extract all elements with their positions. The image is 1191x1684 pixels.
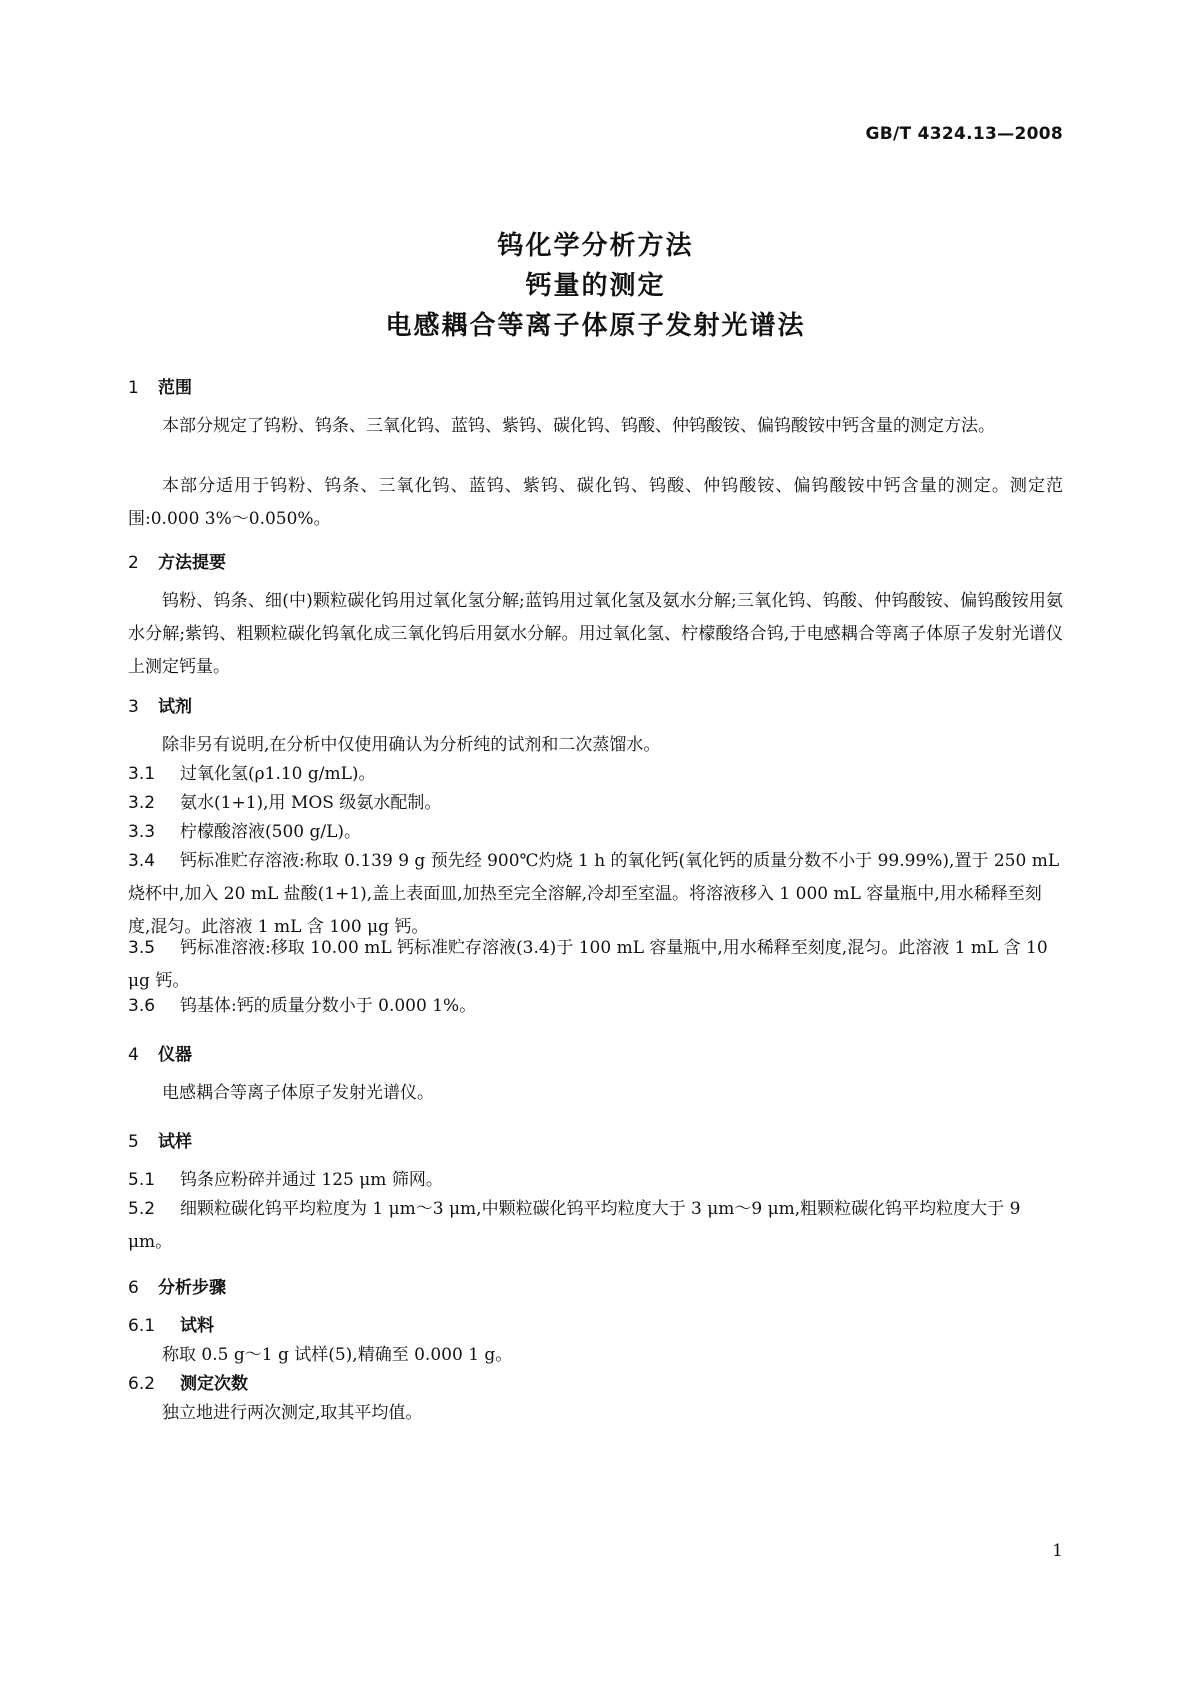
paragraph-apparatus: 电感耦合等离子体原子发射光谱仪。 [162, 1083, 434, 1103]
reagent-item-3-4: 3.4 钙标准贮存溶液:称取 0.139 9 g 预先经 900℃灼烧 1 h 的氧化钙(氧化钙的质量分数不小于 99.99%),置于 250 mL 烧杯中,加入 20 mL 盐酸(1+1),盖上表面皿,加热至完全溶解,冷却至室温。将溶液移入 1 000 mL 容量瓶中,用水稀释至刻度,混匀。此溶液 1 mL 含 100 μg 钙。 [128, 851, 1060, 937]
reagent-item-3-3: 3.3 柠檬酸溶液(500 g/L)。 [128, 822, 362, 842]
standard-code: GB/T 4324.13—2008 [865, 124, 1063, 144]
paragraph-reagents-intro: 除非另有说明,在分析中仅使用确认为分析纯的试剂和二次蒸馏水。 [162, 735, 661, 755]
subsection-6-2: 6.2 测定次数 [128, 1374, 248, 1394]
title-line-1: 钨化学分析方法 [497, 231, 694, 261]
paragraph-scope-2: 本部分适用于钨粉、钨条、三氧化钨、蓝钨、紫钨、碳化钨、钨酸、仲钨酸铵、偏钨酸铵中钙含量的测定。测定范围:0.000 3%～0.050%。 [128, 476, 1063, 529]
section-heading-4: 4 仪器 [128, 1045, 192, 1065]
section-heading-2: 2 方法提要 [128, 553, 226, 573]
subsection-6-1: 6.1 试料 [128, 1316, 214, 1336]
reagent-item-3-6: 3.6 钨基体:钙的质量分数小于 0.000 1%。 [128, 996, 477, 1016]
paragraph-method-summary: 钨粉、钨条、细(中)颗粒碳化钨用过氧化氢分解;蓝钨用过氧化氢及氨水分解;三氧化钨、钨酸、仲钨酸铵、偏钨酸铵用氨水分解;紫钨、粗颗粒碳化钨氧化成三氧化钨后用氨水分解。用过氧化氢、柠檬酸络合钨,于电感耦合等离子体原子发射光谱仪上测定钙量。 [128, 591, 1063, 677]
reagent-item-3-5: 3.5 钙标准溶液:移取 10.00 mL 钙标准贮存溶液(3.4)于 100 mL 容量瓶中,用水稀释至刻度,混匀。此溶液 1 mL 含 10 μg 钙。 [128, 938, 1048, 991]
sample-item-5-2: 5.2 细颗粒碳化钨平均粒度为 1 μm～3 μm,中颗粒碳化钨平均粒度大于 3 μm～9 μm,粗颗粒碳化钨平均粒度大于 9 μm。 [128, 1199, 1021, 1252]
title-line-3: 电感耦合等离子体原子发射光谱法 [385, 311, 806, 341]
reagent-item-3-1: 3.1 过氧化氢(ρ1.10 g/mL)。 [128, 764, 376, 784]
reagent-item-3-2: 3.2 氨水(1+1),用 MOS 级氨水配制。 [128, 793, 442, 813]
page-number: 1 [1052, 1541, 1063, 1561]
paragraph-scope-1: 本部分规定了钨粉、钨条、三氧化钨、蓝钨、紫钨、碳化钨、钨酸、仲钨酸铵、偏钨酸铵中钙含量的测定方法。 [162, 416, 995, 436]
paragraph-determinations: 独立地进行两次测定,取其平均值。 [162, 1403, 423, 1423]
section-heading-3: 3 试剂 [128, 697, 192, 717]
section-heading-6: 6 分析步骤 [128, 1278, 226, 1298]
section-heading-1: 1 范围 [128, 378, 192, 398]
sample-item-5-1: 5.1 钨条应粉碎并通过 125 μm 筛网。 [128, 1170, 443, 1190]
section-heading-5: 5 试样 [128, 1132, 192, 1152]
title-line-2: 钙量的测定 [525, 271, 666, 301]
document-title [0, 226, 1191, 346]
paragraph-test-portion: 称取 0.5 g～1 g 试样(5),精确至 0.000 1 g。 [162, 1345, 513, 1365]
